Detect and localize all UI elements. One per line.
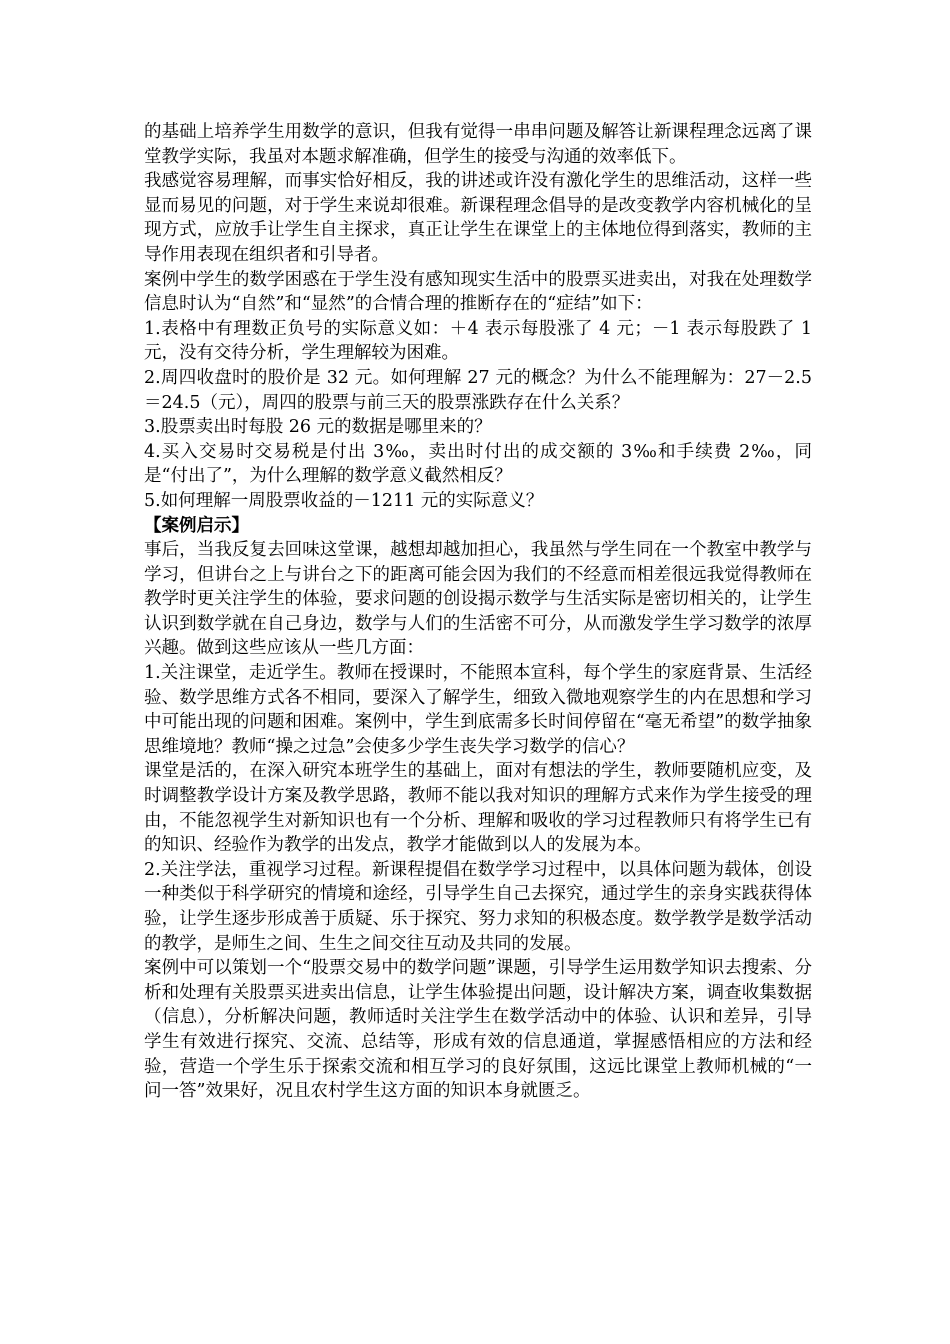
list-item-insight-1: 1.关注课堂，走近学生。教师在授课时，不能照本宣科，每个学生的家庭背景、生活经验、数学思维方式各不相同，要深入了解学生，细致入微地观察学生的内在思想和学习中可能出现的问题和困难。案例中，学生到底需多长时间停留在“毫无希望”的数学抽象思维境地？教师“操之过急”会使多少学生丧失学习数学的信心？ (144, 663, 812, 757)
document-page (144, 120, 812, 1104)
paragraph-stock-project: 案例中可以策划一个“股票交易中的数学问题”课题，引导学生运用数学知识去搜索、分析和处理有关股票买进卖出信息，让学生体验提出问题，设计解决方案，调查收集数据（信息），分析解决问题，教师适时关注学生在数学活动中的体验、认识和差异，引导学生有效进行探究、交流、总结等，形成有效的信息通道，掌握感悟相应的方法和经验，营造一个学生乐于探索交流和相互学习的良好氛围，这远比课堂上教师机械的“一问一答”效果好，况且农村学生这方面的知识本身就匮乏。 (144, 958, 812, 1102)
list-item-point-5: 5.如何理解一周股票收益的－1211 元的实际意义？ (144, 490, 544, 511)
paragraph-reflection-understanding: 我感觉容易理解，而事实恰好相反，我的讲述或许没有激化学生的思维活动，这样一些显而易见的问题，对于学生来说却很难。新课程理念倡导的是改变教学内容机械化的呈现方式，应放手让学生自主探求，真正让学生在课堂上的主体地位得到落实，教师的主导作用表现在组织者和引导者。 (144, 171, 812, 265)
paragraph-reflection-intro: 的基础上培养学生用数学的意识，但我有觉得一串串问题及解答让新课程理念远离了课堂教学实际，我虽对本题求解准确，但学生的接受与沟通的效率低下。 (144, 122, 812, 167)
list-item-point-4: 4.买入交易时交易税是付出 3‰，卖出时付出的成交额的 3‰和手续费 2‰，同是“付出了”，为什么理解的数学意义截然相反？ (144, 441, 812, 487)
section-heading-case-insight: 【案例启示】 (144, 515, 249, 536)
list-item-insight-2: 2.关注学法，重视学习过程。新课程提倡在数学学习过程中，以具体问题为载体，创设一种类似于科学研究的情境和途经，引导学生自己去探究，通过学生的亲身实践获得体验，让学生逐步形成善于质疑、乐于探究、努力求知的积极态度。数学教学是数学活动的教学，是师生之间、生生之间交往互动及共同的发展。 (144, 859, 812, 954)
paragraph-case-confusion: 案例中学生的数学困惑在于学生没有感知现实生活中的股票买进卖出，对我在处理数学信息时认为“自然”和“显然”的合情合理的推断存在的“症结”如下： (144, 269, 812, 315)
list-item-point-3: 3.股票卖出时每股 26 元的数据是哪里来的？ (144, 417, 492, 438)
paragraph-classroom-alive: 课堂是活的，在深入研究本班学生的基础上，面对有想法的学生，教师要随机应变，及时调整教学设计方案及教学思路，教师不能以我对知识的理解方式来作为学生接受的理由，不能忽视学生对新知识也有一个分析、理解和吸收的学习过程教师只有将学生已有的知识、经验作为教学的出发点，教学才能做到以人的发展为本。 (144, 761, 812, 856)
paragraph-insight-intro: 事后，当我反复去回味这堂课，越想却越加担心，我虽然与学生同在一个教室中教学与学习，但讲台之上与讲台之下的距离可能会因为我们的不经意而相差很远我觉得教师在教学时更关注学生的体验，要求问题的创设揭示数学与生活实际是密切相关的，让学生认识到数学就在自己身边，数学与人们的生活密不可分，从而激发学生学习数学的浓厚兴趣。做到这些应该从一些几方面： (144, 540, 812, 659)
list-item-point-2: 2.周四收盘时的股价是 32 元。如何理解 27 元的概念？为什么不能理解为：27－2.5＝24.5（元），周四的股票与前三天的股票涨跌存在什么关系？ (144, 367, 812, 413)
list-item-point-1: 1.表格中有理数正负号的实际意义如：＋4 表示每股涨了 4 元；－1 表示每股跌了 1 元，没有交待分析，学生理解较为困难。 (144, 318, 812, 364)
